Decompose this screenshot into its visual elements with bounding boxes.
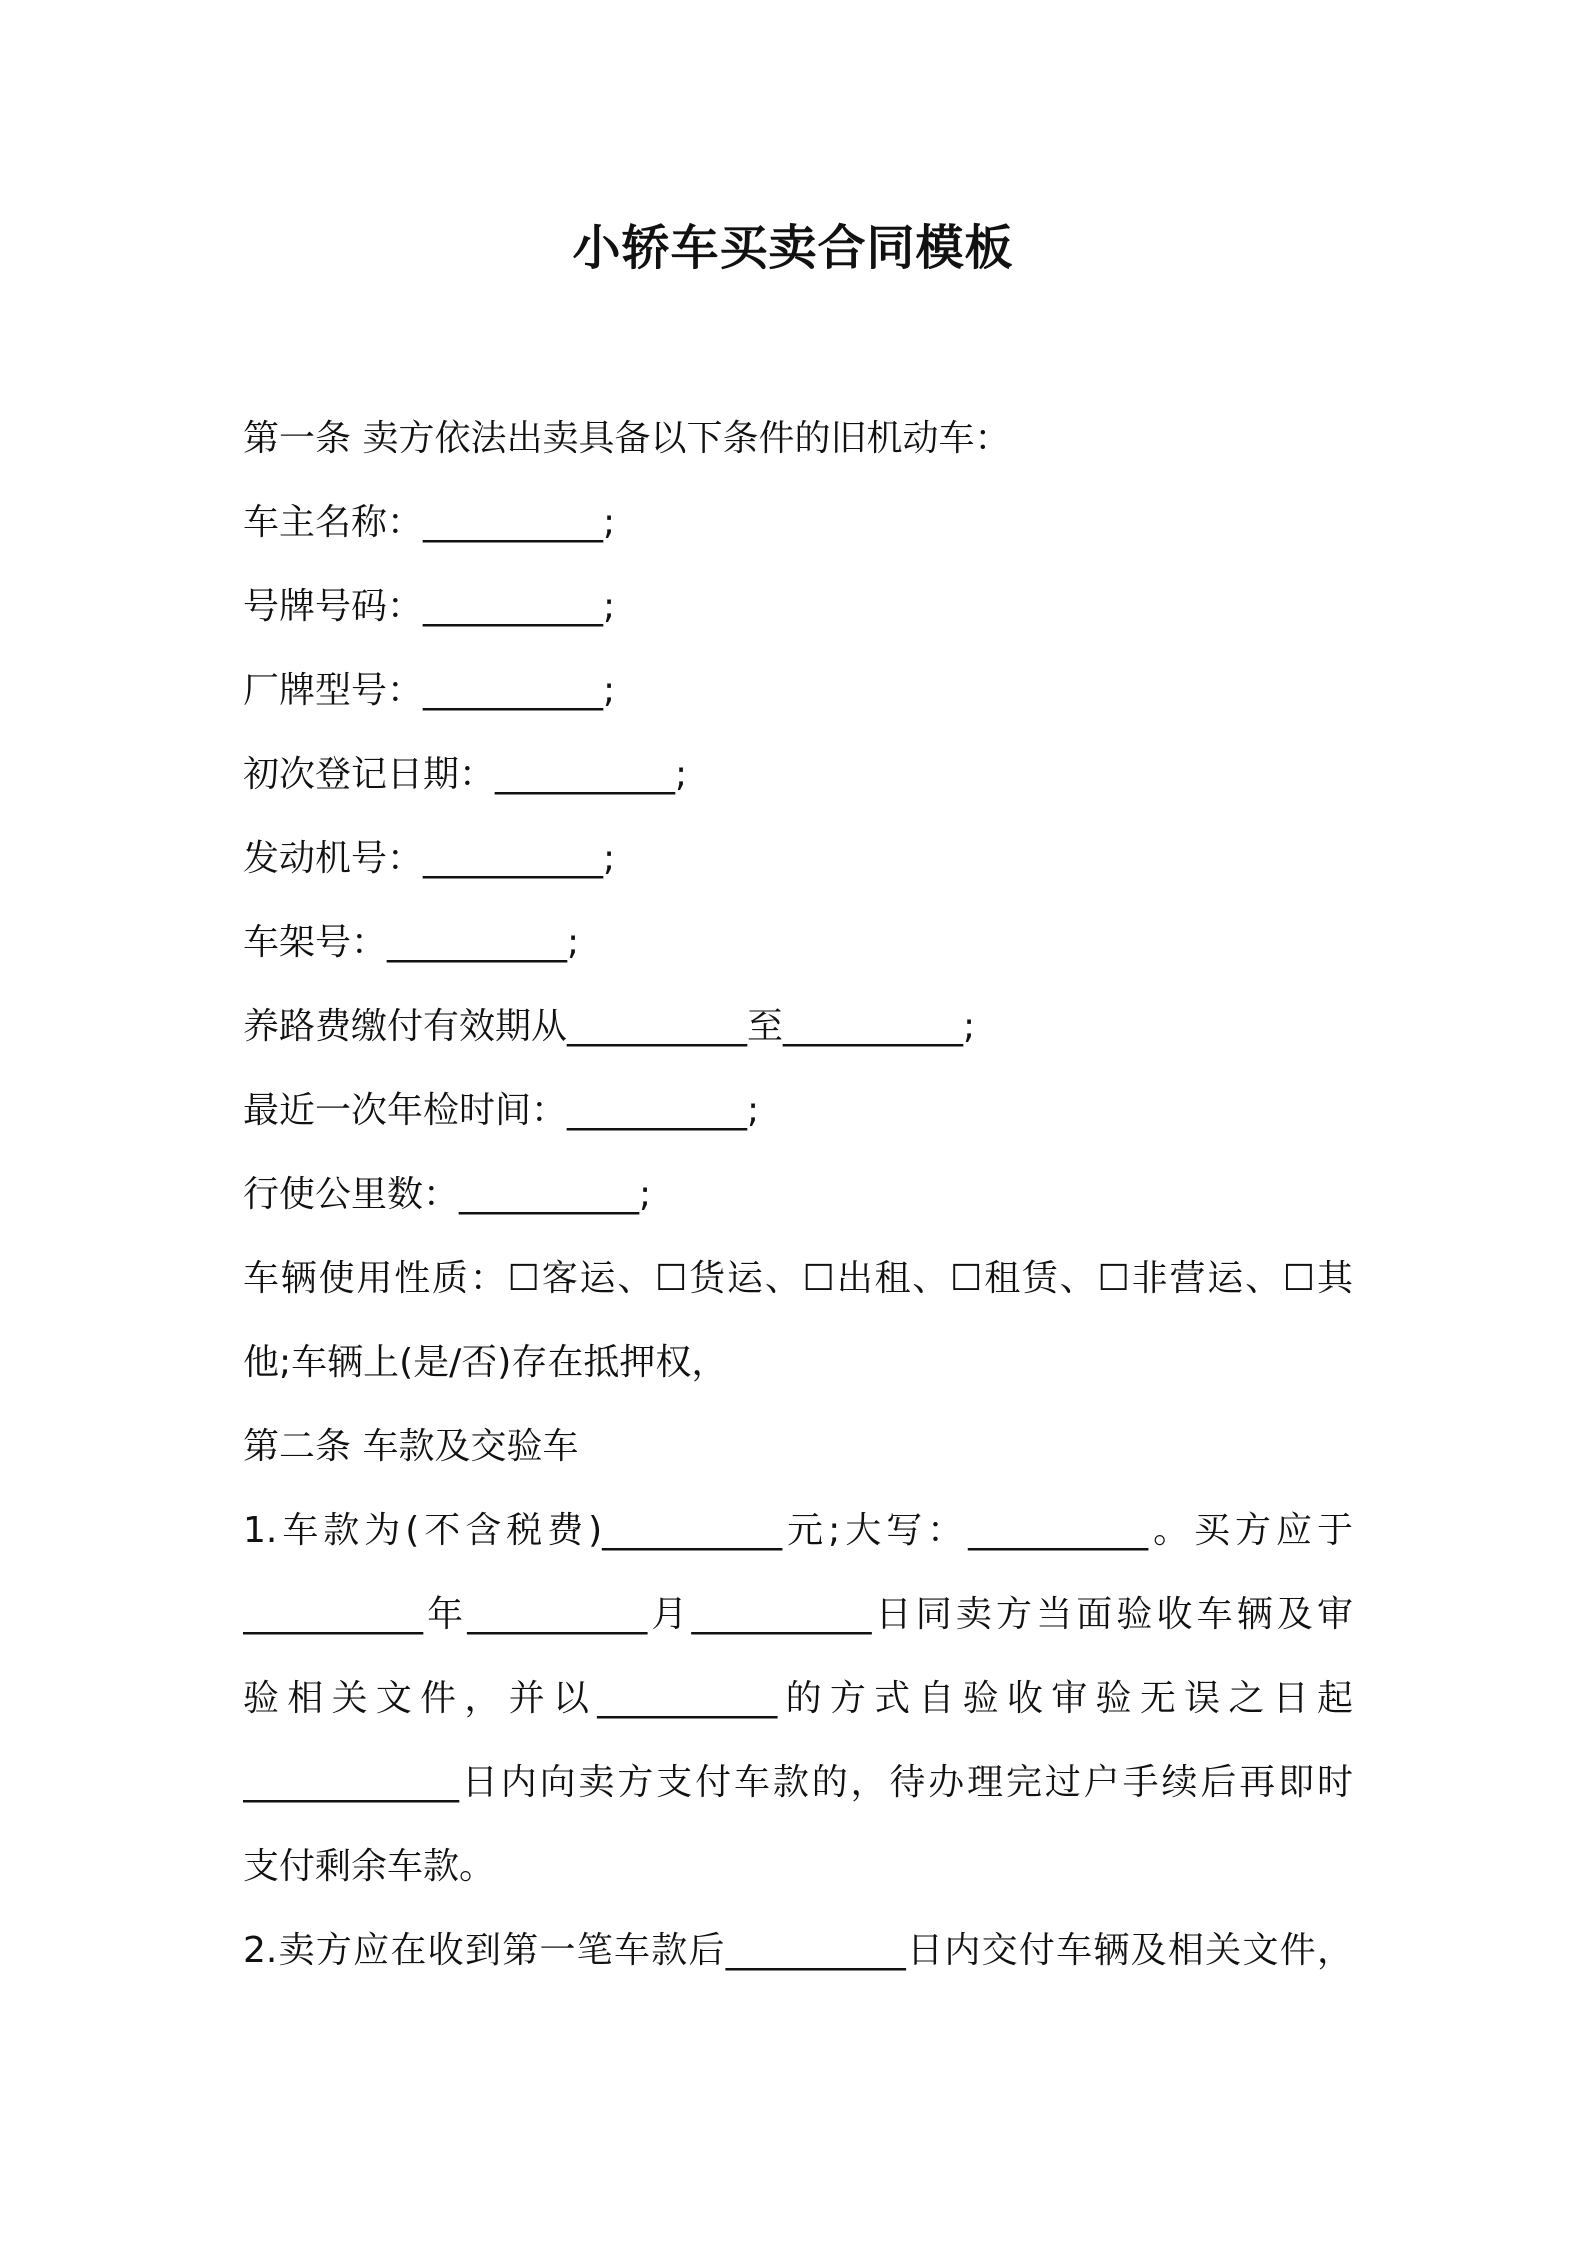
last-inspection-line: 最近一次年检时间：__________; (243, 1090, 760, 1131)
mileage-line: 行使公里数：__________; (243, 1174, 652, 1215)
mortgage-line: 他;车辆上(是/否)存在抵押权， (243, 1342, 728, 1383)
payment-paragraph-line-1: 1.车款为(不含税费)__________元;大写：__________。买方应于 (243, 1510, 1353, 1551)
frame-number-line: 车架号：__________; (243, 922, 580, 963)
clause-1-heading: 第一条 卖方依法出卖具备以下条件的旧机动车： (243, 418, 1011, 459)
delivery-paragraph-line-1: 2.卖方应在收到第一笔车款后__________日内交付车辆及相关文件， (243, 1930, 1353, 1971)
brand-model-line: 厂牌型号：__________; (243, 670, 616, 711)
payment-paragraph-line-3: 验相关文件，并以__________的方式自验收审验无误之日起 (243, 1678, 1353, 1719)
road-fee-validity-line: 养路费缴付有效期从__________至__________; (243, 1006, 976, 1047)
clause-2-heading: 第二条 车款及交验车 (243, 1426, 579, 1467)
first-registration-date-line: 初次登记日期：__________; (243, 754, 688, 795)
owner-name-line: 车主名称：__________; (243, 502, 616, 543)
payment-paragraph-line-5: 支付剩余车款。 (243, 1846, 496, 1887)
document-title: 小轿车买卖合同模板 (572, 220, 1014, 276)
payment-paragraph-line-4: ____________日内向卖方支付车款的，待办理完过户手续后再即时 (243, 1762, 1353, 1803)
engine-number-line: 发动机号：__________; (243, 838, 616, 879)
payment-paragraph-line-2: __________年__________月__________日同卖方当面验收车辆及审 (243, 1594, 1353, 1635)
plate-number-line: 号牌号码：__________; (243, 586, 616, 627)
vehicle-usage-line: 车辆使用性质：☐客运、☐货运、☐出租、☐租赁、☐非营运、☐其 (243, 1258, 1353, 1299)
